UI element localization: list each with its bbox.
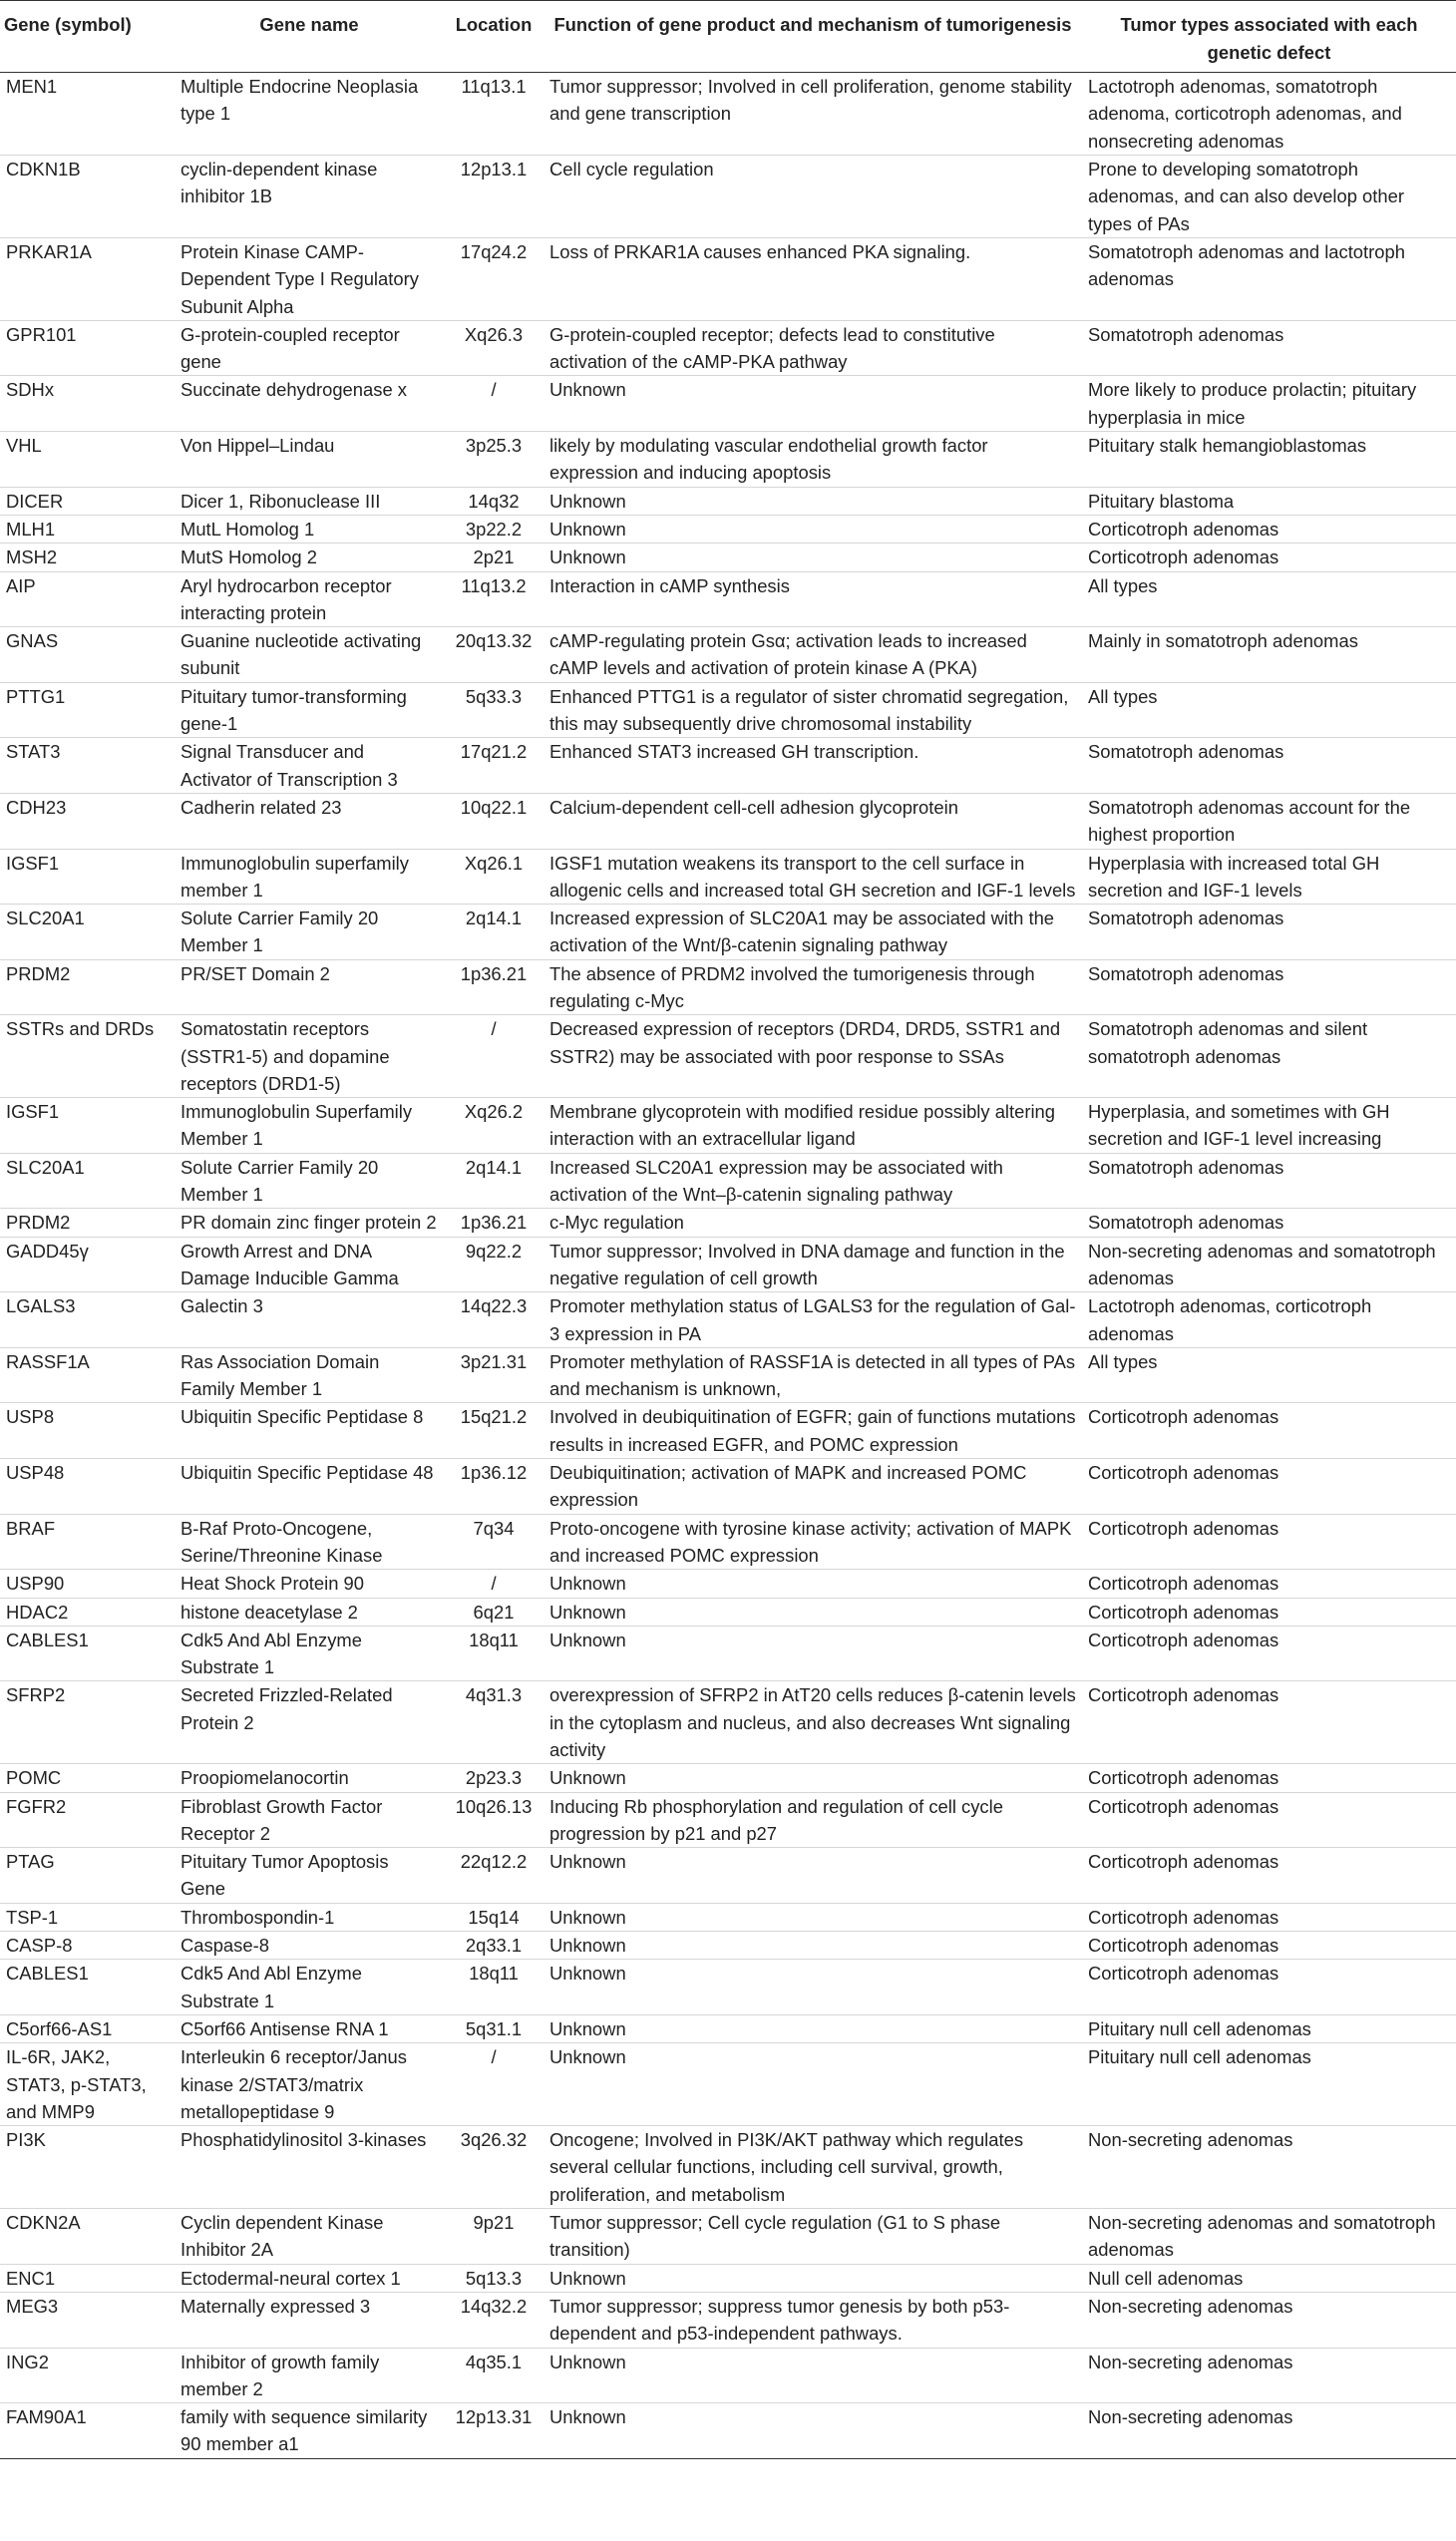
cell-gene-symbol: ENC1 bbox=[0, 2264, 175, 2292]
cell-tumor-types: Somatotroph adenomas bbox=[1082, 905, 1456, 960]
cell-gene-name: Phosphatidylinositol 3-kinases bbox=[175, 2126, 444, 2209]
cell-tumor-types: Corticotroph adenomas bbox=[1082, 1570, 1456, 1598]
cell-location: 22q12.2 bbox=[444, 1848, 544, 1904]
cell-gene-name: Pituitary Tumor Apoptosis Gene bbox=[175, 1848, 444, 1904]
header-gene-symbol: Gene (symbol) bbox=[0, 1, 175, 73]
cell-tumor-types: Hyperplasia with increased total GH secretion and IGF-1 levels bbox=[1082, 849, 1456, 905]
header-location: Location bbox=[444, 1, 544, 73]
cell-tumor-types: Mainly in somatotroph adenomas bbox=[1082, 627, 1456, 683]
table-row bbox=[0, 1347, 1456, 1403]
cell-tumor-types: Corticotroph adenomas bbox=[1082, 544, 1456, 571]
cell-function: likely by modulating vascular endothelial growth factor expression and inducing apoptosis bbox=[544, 432, 1082, 488]
table-row bbox=[0, 1153, 1456, 1209]
cell-gene-name: MutL Homolog 1 bbox=[175, 515, 444, 543]
cell-function: Increased expression of SLC20A1 may be associated with the activation of the Wnt/β-catenin signaling pathway bbox=[544, 905, 1082, 960]
cell-gene-symbol: HDAC2 bbox=[0, 1598, 175, 1626]
cell-location: / bbox=[444, 376, 544, 432]
table-row bbox=[0, 2126, 1456, 2209]
table-row bbox=[0, 1598, 1456, 1626]
cell-gene-name: Immunoglobulin Superfamily Member 1 bbox=[175, 1098, 444, 1154]
cell-location: 7q34 bbox=[444, 1514, 544, 1570]
cell-function: Oncogene; Involved in PI3K/AKT pathway which regulates several cellular functions, including cell survival, growth, proliferation, and metabolism bbox=[544, 2126, 1082, 2209]
cell-gene-symbol: FGFR2 bbox=[0, 1792, 175, 1848]
cell-tumor-types: Prone to developing somatotroph adenomas, and can also develop other types of PAs bbox=[1082, 156, 1456, 238]
cell-tumor-types: Corticotroph adenomas bbox=[1082, 1514, 1456, 1570]
table-row bbox=[0, 1459, 1456, 1515]
cell-gene-symbol: FAM90A1 bbox=[0, 2403, 175, 2459]
table-row bbox=[0, 2292, 1456, 2348]
cell-function: Increased SLC20A1 expression may be associated with activation of the Wnt–β-catenin signaling pathway bbox=[544, 1153, 1082, 1209]
table-row bbox=[0, 738, 1456, 794]
table-row bbox=[0, 1764, 1456, 1792]
cell-gene-symbol: ING2 bbox=[0, 2348, 175, 2403]
cell-function: Membrane glycoprotein with modified residue possibly altering interaction with an extracellular ligand bbox=[544, 1098, 1082, 1154]
cell-location: 5q33.3 bbox=[444, 682, 544, 738]
cell-function: Cell cycle regulation bbox=[544, 156, 1082, 238]
table-row bbox=[0, 1403, 1456, 1459]
cell-gene-name: Immunoglobulin superfamily member 1 bbox=[175, 849, 444, 905]
table-row bbox=[0, 959, 1456, 1015]
cell-gene-symbol: PRDM2 bbox=[0, 1209, 175, 1237]
cell-gene-symbol: CABLES1 bbox=[0, 1960, 175, 2015]
cell-gene-name: Interleukin 6 receptor/Janus kinase 2/STAT3/matrix metallopeptidase 9 bbox=[175, 2043, 444, 2126]
cell-location: 20q13.32 bbox=[444, 627, 544, 683]
cell-gene-symbol: SSTRs and DRDs bbox=[0, 1015, 175, 1098]
cell-gene-name: G-protein-coupled receptor gene bbox=[175, 320, 444, 376]
cell-gene-name: Thrombospondin-1 bbox=[175, 1903, 444, 1931]
cell-tumor-types: All types bbox=[1082, 682, 1456, 738]
cell-gene-symbol: MEG3 bbox=[0, 2292, 175, 2348]
cell-location: 3p22.2 bbox=[444, 515, 544, 543]
cell-function: Unknown bbox=[544, 1960, 1082, 2015]
cell-tumor-types: Non-secreting adenomas bbox=[1082, 2292, 1456, 2348]
cell-tumor-types: Pituitary null cell adenomas bbox=[1082, 2043, 1456, 2126]
cell-gene-name: Cadherin related 23 bbox=[175, 793, 444, 849]
cell-gene-symbol: CABLES1 bbox=[0, 1626, 175, 1681]
cell-function: c-Myc regulation bbox=[544, 1209, 1082, 1237]
table-row bbox=[0, 682, 1456, 738]
cell-tumor-types: Somatotroph adenomas account for the highest proportion bbox=[1082, 793, 1456, 849]
table-row bbox=[0, 320, 1456, 376]
table-row bbox=[0, 1626, 1456, 1681]
table-row bbox=[0, 2403, 1456, 2459]
table-row bbox=[0, 156, 1456, 238]
cell-tumor-types: Corticotroph adenomas bbox=[1082, 1403, 1456, 1459]
table-row bbox=[0, 905, 1456, 960]
cell-gene-name: Caspase-8 bbox=[175, 1932, 444, 1960]
cell-tumor-types: Somatotroph adenomas bbox=[1082, 959, 1456, 1015]
cell-function: overexpression of SFRP2 in AtT20 cells reduces β-catenin levels in the cytoplasm and nucleus, and also decreases Wnt signaling activity bbox=[544, 1681, 1082, 1764]
cell-function: Enhanced PTTG1 is a regulator of sister chromatid segregation, this may subsequently drive chromosomal instability bbox=[544, 682, 1082, 738]
cell-gene-symbol: MLH1 bbox=[0, 515, 175, 543]
cell-function: Deubiquitination; activation of MAPK and increased POMC expression bbox=[544, 1459, 1082, 1515]
cell-function: Unknown bbox=[544, 487, 1082, 515]
cell-tumor-types: Non-secreting adenomas bbox=[1082, 2126, 1456, 2209]
cell-gene-symbol: PI3K bbox=[0, 2126, 175, 2209]
cell-gene-symbol: CASP-8 bbox=[0, 1932, 175, 1960]
cell-gene-symbol: USP48 bbox=[0, 1459, 175, 1515]
cell-gene-symbol: C5orf66-AS1 bbox=[0, 2014, 175, 2042]
cell-gene-name: Ubiquitin Specific Peptidase 8 bbox=[175, 1403, 444, 1459]
cell-tumor-types: Null cell adenomas bbox=[1082, 2264, 1456, 2292]
cell-location: Xq26.1 bbox=[444, 849, 544, 905]
table-row bbox=[0, 793, 1456, 849]
cell-gene-symbol: CDH23 bbox=[0, 793, 175, 849]
table-row bbox=[0, 2043, 1456, 2126]
cell-gene-symbol: MEN1 bbox=[0, 73, 175, 156]
cell-location: 9q22.2 bbox=[444, 1237, 544, 1292]
cell-tumor-types: All types bbox=[1082, 1347, 1456, 1403]
cell-tumor-types: Corticotroph adenomas bbox=[1082, 1598, 1456, 1626]
cell-location: Xq26.2 bbox=[444, 1098, 544, 1154]
cell-function: The absence of PRDM2 involved the tumorigenesis through regulating c-Myc bbox=[544, 959, 1082, 1015]
cell-function: Unknown bbox=[544, 2403, 1082, 2459]
table-row bbox=[0, 1514, 1456, 1570]
cell-function: Unknown bbox=[544, 2043, 1082, 2126]
cell-gene-name: Ras Association Domain Family Member 1 bbox=[175, 1347, 444, 1403]
cell-gene-name: PR/SET Domain 2 bbox=[175, 959, 444, 1015]
table-row bbox=[0, 1209, 1456, 1237]
cell-function: Promoter methylation of RASSF1A is detected in all types of PAs and mechanism is unknown, bbox=[544, 1347, 1082, 1403]
cell-function: Unknown bbox=[544, 1570, 1082, 1598]
cell-location: 17q24.2 bbox=[444, 237, 544, 320]
table-row bbox=[0, 627, 1456, 683]
cell-gene-name: PR domain zinc finger protein 2 bbox=[175, 1209, 444, 1237]
cell-location: 3p21.31 bbox=[444, 1347, 544, 1403]
cell-gene-symbol: GADD45γ bbox=[0, 1237, 175, 1292]
cell-location: 2q14.1 bbox=[444, 1153, 544, 1209]
table-row bbox=[0, 1848, 1456, 1904]
cell-tumor-types: Non-secreting adenomas and somatotroph adenomas bbox=[1082, 2209, 1456, 2265]
cell-gene-name: Succinate dehydrogenase x bbox=[175, 376, 444, 432]
table-row bbox=[0, 515, 1456, 543]
cell-tumor-types: Corticotroph adenomas bbox=[1082, 1932, 1456, 1960]
cell-location: 2p21 bbox=[444, 544, 544, 571]
cell-gene-name: Guanine nucleotide activating subunit bbox=[175, 627, 444, 683]
cell-location: 11q13.2 bbox=[444, 571, 544, 627]
cell-gene-name: family with sequence similarity 90 member a1 bbox=[175, 2403, 444, 2459]
cell-function: Calcium-dependent cell-cell adhesion glycoprotein bbox=[544, 793, 1082, 849]
cell-function: Enhanced STAT3 increased GH transcription. bbox=[544, 738, 1082, 794]
cell-function: G-protein-coupled receptor; defects lead to constitutive activation of the cAMP-PKA pathway bbox=[544, 320, 1082, 376]
cell-function: Unknown bbox=[544, 2014, 1082, 2042]
cell-function: Unknown bbox=[544, 376, 1082, 432]
cell-tumor-types: Somatotroph adenomas bbox=[1082, 1153, 1456, 1209]
cell-location: 6q21 bbox=[444, 1598, 544, 1626]
cell-location: 10q22.1 bbox=[444, 793, 544, 849]
table-row bbox=[0, 2348, 1456, 2403]
cell-gene-name: Aryl hydrocarbon receptor interacting protein bbox=[175, 571, 444, 627]
cell-function: Tumor suppressor; suppress tumor genesis by both p53-dependent and p53-independent pathways. bbox=[544, 2292, 1082, 2348]
cell-gene-symbol: GPR101 bbox=[0, 320, 175, 376]
cell-gene-name: Inhibitor of growth family member 2 bbox=[175, 2348, 444, 2403]
cell-gene-name: Protein Kinase CAMP-Dependent Type I Regulatory Subunit Alpha bbox=[175, 237, 444, 320]
table-header-row bbox=[0, 1, 1456, 73]
cell-tumor-types: Somatotroph adenomas bbox=[1082, 320, 1456, 376]
cell-tumor-types: Corticotroph adenomas bbox=[1082, 1681, 1456, 1764]
cell-location: 15q21.2 bbox=[444, 1403, 544, 1459]
cell-gene-name: Pituitary tumor-transforming gene-1 bbox=[175, 682, 444, 738]
cell-gene-name: Ectodermal-neural cortex 1 bbox=[175, 2264, 444, 2292]
table-row bbox=[0, 237, 1456, 320]
cell-gene-name: Fibroblast Growth Factor Receptor 2 bbox=[175, 1792, 444, 1848]
cell-gene-name: Von Hippel–Lindau bbox=[175, 432, 444, 488]
table-row bbox=[0, 73, 1456, 156]
table-row bbox=[0, 1932, 1456, 1960]
cell-function: Proto-oncogene with tyrosine kinase activity; activation of MAPK and increased POMC expression bbox=[544, 1514, 1082, 1570]
cell-location: 14q22.3 bbox=[444, 1292, 544, 1348]
table-row bbox=[0, 1015, 1456, 1098]
cell-location: / bbox=[444, 1015, 544, 1098]
cell-tumor-types: Corticotroph adenomas bbox=[1082, 1626, 1456, 1681]
cell-location: 18q11 bbox=[444, 1626, 544, 1681]
header-tumor-types: Tumor types associated with each genetic defect bbox=[1082, 1, 1456, 73]
cell-function: Promoter methylation status of LGALS3 for the regulation of Gal-3 expression in PA bbox=[544, 1292, 1082, 1348]
cell-gene-name: Growth Arrest and DNA Damage Inducible Gamma bbox=[175, 1237, 444, 1292]
cell-gene-symbol: AIP bbox=[0, 571, 175, 627]
cell-gene-symbol: DICER bbox=[0, 487, 175, 515]
cell-tumor-types: Corticotroph adenomas bbox=[1082, 1459, 1456, 1515]
cell-tumor-types: Corticotroph adenomas bbox=[1082, 1960, 1456, 2015]
cell-function: Unknown bbox=[544, 2264, 1082, 2292]
cell-tumor-types: Lactotroph adenomas, corticotroph adenomas bbox=[1082, 1292, 1456, 1348]
cell-gene-name: C5orf66 Antisense RNA 1 bbox=[175, 2014, 444, 2042]
table-row bbox=[0, 1570, 1456, 1598]
cell-function: Tumor suppressor; Cell cycle regulation (G1 to S phase transition) bbox=[544, 2209, 1082, 2265]
cell-tumor-types: More likely to produce prolactin; pituitary hyperplasia in mice bbox=[1082, 376, 1456, 432]
cell-function: Unknown bbox=[544, 544, 1082, 571]
cell-location: 4q35.1 bbox=[444, 2348, 544, 2403]
cell-gene-name: Solute Carrier Family 20 Member 1 bbox=[175, 905, 444, 960]
table-row bbox=[0, 571, 1456, 627]
cell-gene-symbol: IGSF1 bbox=[0, 1098, 175, 1154]
cell-function: Unknown bbox=[544, 1626, 1082, 1681]
cell-function: Involved in deubiquitination of EGFR; gain of functions mutations results in increased EGFR, and POMC expression bbox=[544, 1403, 1082, 1459]
cell-function: Unknown bbox=[544, 1932, 1082, 1960]
cell-tumor-types: Hyperplasia, and sometimes with GH secretion and IGF-1 level increasing bbox=[1082, 1098, 1456, 1154]
table-row bbox=[0, 1292, 1456, 1348]
cell-gene-symbol: VHL bbox=[0, 432, 175, 488]
cell-tumor-types: Pituitary null cell adenomas bbox=[1082, 2014, 1456, 2042]
cell-tumor-types: Pituitary stalk hemangioblastomas bbox=[1082, 432, 1456, 488]
cell-gene-name: Dicer 1, Ribonuclease III bbox=[175, 487, 444, 515]
cell-gene-name: B-Raf Proto-Oncogene, Serine/Threonine Kinase bbox=[175, 1514, 444, 1570]
cell-gene-name: Cyclin dependent Kinase Inhibitor 2A bbox=[175, 2209, 444, 2265]
cell-function: Unknown bbox=[544, 2348, 1082, 2403]
cell-gene-symbol: IL-6R, JAK2, STAT3, p-STAT3, and MMP9 bbox=[0, 2043, 175, 2126]
cell-gene-symbol: USP8 bbox=[0, 1403, 175, 1459]
table-row bbox=[0, 432, 1456, 488]
cell-tumor-types: Lactotroph adenomas, somatotroph adenoma, corticotroph adenomas, and nonsecreting adenomas bbox=[1082, 73, 1456, 156]
cell-location: 12p13.1 bbox=[444, 156, 544, 238]
cell-gene-symbol: TSP-1 bbox=[0, 1903, 175, 1931]
cell-gene-symbol: POMC bbox=[0, 1764, 175, 1792]
table-row bbox=[0, 2209, 1456, 2265]
cell-function: Tumor suppressor; Involved in cell proliferation, genome stability and gene transcription bbox=[544, 73, 1082, 156]
cell-gene-symbol: BRAF bbox=[0, 1514, 175, 1570]
cell-gene-name: Cdk5 And Abl Enzyme Substrate 1 bbox=[175, 1960, 444, 2015]
cell-gene-name: Signal Transducer and Activator of Transcription 3 bbox=[175, 738, 444, 794]
cell-tumor-types: Corticotroph adenomas bbox=[1082, 1903, 1456, 1931]
cell-gene-symbol: SLC20A1 bbox=[0, 1153, 175, 1209]
cell-gene-name: cyclin-dependent kinase inhibitor 1B bbox=[175, 156, 444, 238]
cell-function: Interaction in cAMP synthesis bbox=[544, 571, 1082, 627]
table-row bbox=[0, 849, 1456, 905]
cell-location: 14q32.2 bbox=[444, 2292, 544, 2348]
cell-location: 2q33.1 bbox=[444, 1932, 544, 1960]
cell-tumor-types: Non-secreting adenomas bbox=[1082, 2348, 1456, 2403]
cell-gene-symbol: SLC20A1 bbox=[0, 905, 175, 960]
cell-location: 10q26.13 bbox=[444, 1792, 544, 1848]
cell-location: 1p36.21 bbox=[444, 1209, 544, 1237]
table-row bbox=[0, 2014, 1456, 2042]
cell-gene-symbol: SDHx bbox=[0, 376, 175, 432]
cell-function: Inducing Rb phosphorylation and regulation of cell cycle progression by p21 and p27 bbox=[544, 1792, 1082, 1848]
cell-gene-name: Secreted Frizzled-Related Protein 2 bbox=[175, 1681, 444, 1764]
cell-location: 14q32 bbox=[444, 487, 544, 515]
table-row bbox=[0, 544, 1456, 571]
cell-location: 11q13.1 bbox=[444, 73, 544, 156]
cell-gene-symbol: LGALS3 bbox=[0, 1292, 175, 1348]
cell-function: Unknown bbox=[544, 1764, 1082, 1792]
cell-gene-symbol: CDKN2A bbox=[0, 2209, 175, 2265]
cell-location: 4q31.3 bbox=[444, 1681, 544, 1764]
cell-gene-symbol: IGSF1 bbox=[0, 849, 175, 905]
cell-gene-symbol: RASSF1A bbox=[0, 1347, 175, 1403]
table-row bbox=[0, 376, 1456, 432]
header-function: Function of gene product and mechanism of tumorigenesis bbox=[544, 1, 1082, 73]
cell-tumor-types: Corticotroph adenomas bbox=[1082, 515, 1456, 543]
cell-tumor-types: Non-secreting adenomas bbox=[1082, 2403, 1456, 2459]
cell-location: 5q31.1 bbox=[444, 2014, 544, 2042]
cell-location: Xq26.3 bbox=[444, 320, 544, 376]
header-gene-name: Gene name bbox=[175, 1, 444, 73]
cell-location: 2p23.3 bbox=[444, 1764, 544, 1792]
cell-gene-name: Cdk5 And Abl Enzyme Substrate 1 bbox=[175, 1626, 444, 1681]
cell-gene-name: Ubiquitin Specific Peptidase 48 bbox=[175, 1459, 444, 1515]
cell-gene-name: MutS Homolog 2 bbox=[175, 544, 444, 571]
cell-tumor-types: Pituitary blastoma bbox=[1082, 487, 1456, 515]
table-row bbox=[0, 1960, 1456, 2015]
cell-gene-symbol: PTTG1 bbox=[0, 682, 175, 738]
table-row bbox=[0, 1681, 1456, 1764]
table-row bbox=[0, 1792, 1456, 1848]
cell-tumor-types: Somatotroph adenomas and lactotroph adenomas bbox=[1082, 237, 1456, 320]
cell-tumor-types: All types bbox=[1082, 571, 1456, 627]
cell-gene-symbol: PTAG bbox=[0, 1848, 175, 1904]
cell-gene-name: Heat Shock Protein 90 bbox=[175, 1570, 444, 1598]
table-row bbox=[0, 1903, 1456, 1931]
cell-gene-symbol: PRKAR1A bbox=[0, 237, 175, 320]
cell-gene-symbol: SFRP2 bbox=[0, 1681, 175, 1764]
cell-location: 5q13.3 bbox=[444, 2264, 544, 2292]
cell-location: 2q14.1 bbox=[444, 905, 544, 960]
cell-location: / bbox=[444, 1570, 544, 1598]
cell-tumor-types: Corticotroph adenomas bbox=[1082, 1848, 1456, 1904]
cell-gene-name: histone deacetylase 2 bbox=[175, 1598, 444, 1626]
cell-gene-symbol: USP90 bbox=[0, 1570, 175, 1598]
cell-location: 15q14 bbox=[444, 1903, 544, 1931]
table-row bbox=[0, 2264, 1456, 2292]
cell-gene-symbol: CDKN1B bbox=[0, 156, 175, 238]
cell-location: 9p21 bbox=[444, 2209, 544, 2265]
cell-location: 3q26.32 bbox=[444, 2126, 544, 2209]
cell-function: Unknown bbox=[544, 1848, 1082, 1904]
cell-location: 12p13.31 bbox=[444, 2403, 544, 2459]
cell-gene-symbol: STAT3 bbox=[0, 738, 175, 794]
table-body bbox=[0, 73, 1456, 2459]
cell-function: cAMP-regulating protein Gsα; activation leads to increased cAMP levels and activation of protein kinase A (PKA) bbox=[544, 627, 1082, 683]
table-row bbox=[0, 487, 1456, 515]
cell-gene-name: Somatostatin receptors (SSTR1-5) and dopamine receptors (DRD1-5) bbox=[175, 1015, 444, 1098]
cell-function: Unknown bbox=[544, 1598, 1082, 1626]
table-row bbox=[0, 1098, 1456, 1154]
cell-tumor-types: Somatotroph adenomas bbox=[1082, 738, 1456, 794]
cell-function: Decreased expression of receptors (DRD4, DRD5, SSTR1 and SSTR2) may be associated with poor response to SSAs bbox=[544, 1015, 1082, 1098]
cell-tumor-types: Non-secreting adenomas and somatotroph adenomas bbox=[1082, 1237, 1456, 1292]
cell-function: Loss of PRKAR1A causes enhanced PKA signaling. bbox=[544, 237, 1082, 320]
cell-function: Unknown bbox=[544, 515, 1082, 543]
cell-location: / bbox=[444, 2043, 544, 2126]
cell-function: Tumor suppressor; Involved in DNA damage and function in the negative regulation of cell growth bbox=[544, 1237, 1082, 1292]
table-row bbox=[0, 1237, 1456, 1292]
cell-location: 3p25.3 bbox=[444, 432, 544, 488]
cell-location: 18q11 bbox=[444, 1960, 544, 2015]
cell-function: Unknown bbox=[544, 1903, 1082, 1931]
cell-tumor-types: Somatotroph adenomas and silent somatotroph adenomas bbox=[1082, 1015, 1456, 1098]
cell-tumor-types: Corticotroph adenomas bbox=[1082, 1792, 1456, 1848]
cell-location: 17q21.2 bbox=[444, 738, 544, 794]
cell-gene-name: Multiple Endocrine Neoplasia type 1 bbox=[175, 73, 444, 156]
cell-gene-name: Maternally expressed 3 bbox=[175, 2292, 444, 2348]
cell-function: IGSF1 mutation weakens its transport to the cell surface in allogenic cells and increased total GH secretion and IGF-1 levels bbox=[544, 849, 1082, 905]
cell-gene-symbol: PRDM2 bbox=[0, 959, 175, 1015]
cell-gene-symbol: GNAS bbox=[0, 627, 175, 683]
cell-tumor-types: Corticotroph adenomas bbox=[1082, 1764, 1456, 1792]
cell-gene-name: Solute Carrier Family 20 Member 1 bbox=[175, 1153, 444, 1209]
cell-gene-name: Proopiomelanocortin bbox=[175, 1764, 444, 1792]
cell-tumor-types: Somatotroph adenomas bbox=[1082, 1209, 1456, 1237]
cell-gene-name: Galectin 3 bbox=[175, 1292, 444, 1348]
cell-location: 1p36.12 bbox=[444, 1459, 544, 1515]
cell-gene-symbol: MSH2 bbox=[0, 544, 175, 571]
cell-location: 1p36.21 bbox=[444, 959, 544, 1015]
